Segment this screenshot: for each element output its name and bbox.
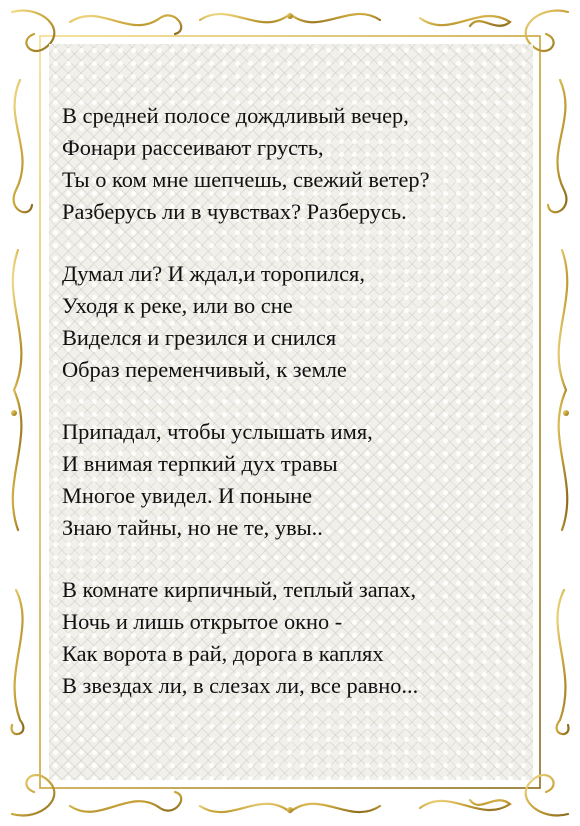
poem-line: Думал ли? И ждал,и торопился, [62, 261, 365, 286]
poem-line: Как ворота в рай, дорога в каплях [62, 641, 384, 666]
stanza-2 [62, 258, 532, 386]
poem-line: В звездах ли, в слезах ли, все равно... [62, 673, 419, 698]
poem-line: В комнате кирпичный, теплый запах, [62, 577, 417, 602]
poem-line: Виделся и грезился и снился [62, 325, 337, 350]
poem-line: Припадал, чтобы услышать имя, [62, 419, 373, 444]
poem-line: Знаю тайны, но не те, увы.. [62, 515, 323, 540]
stanza-3 [62, 416, 532, 544]
poem-line: Ночь и лишь открытое окно - [62, 609, 343, 634]
poem [62, 100, 532, 732]
stanza-1 [62, 100, 532, 228]
poem-line: Образ переменчивый, к земле [62, 357, 347, 382]
poem-line: И внимая терпкий дух травы [62, 451, 338, 476]
poem-line: Многое увидел. И поныне [62, 483, 313, 508]
stanza-4 [62, 574, 532, 702]
poem-line: Разберусь ли в чувствах? Разберусь. [62, 199, 407, 224]
poem-line: Фонари рассеивают грусть, [62, 135, 324, 160]
poem-line: Ты о ком мне шепчешь, свежий ветер? [62, 167, 430, 192]
poem-line: В средней полосе дождливый вечер, [62, 103, 409, 128]
poem-line: Уходя к реке, или во сне [62, 293, 293, 318]
